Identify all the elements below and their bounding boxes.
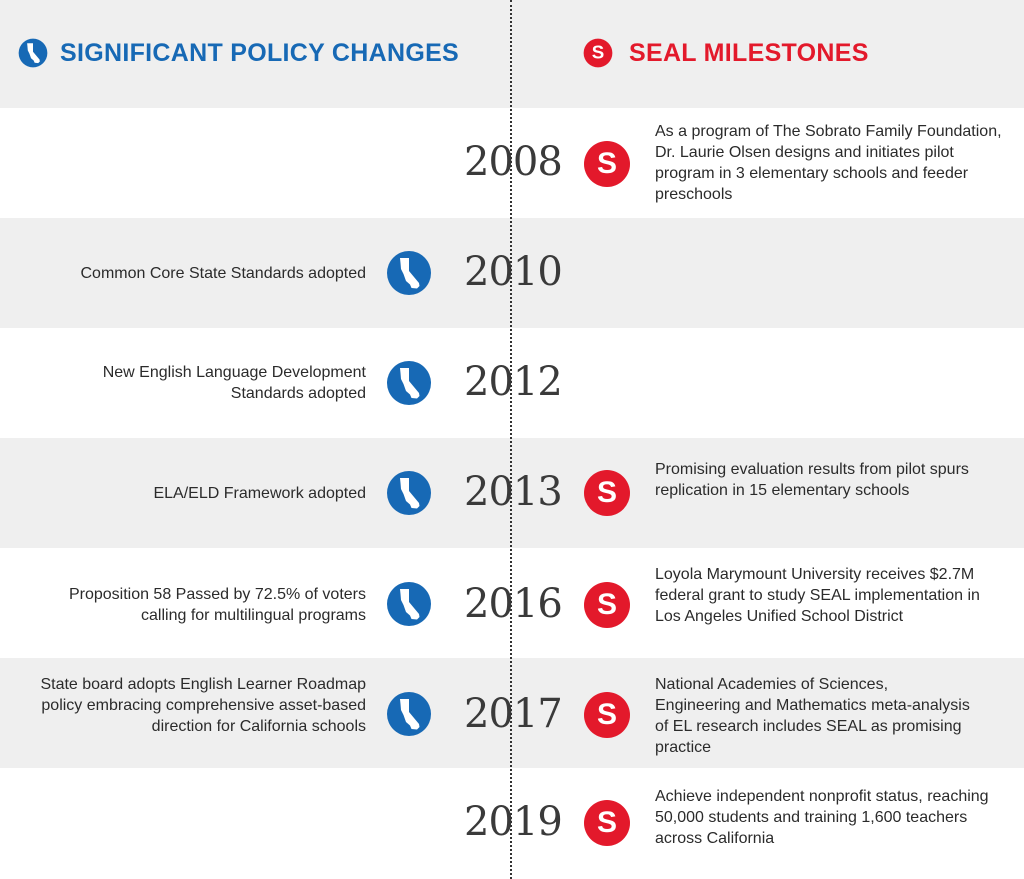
seal-s-logo-icon xyxy=(583,581,631,629)
year-label: 2017 xyxy=(464,691,562,737)
year-label: 2019 xyxy=(464,799,562,845)
california-state-icon xyxy=(386,581,432,627)
seal-s-logo-icon xyxy=(583,691,631,739)
seal-s-logo-icon xyxy=(583,469,631,517)
year-label: 2010 xyxy=(464,249,562,295)
california-state-icon xyxy=(386,691,432,737)
seal-s-logo-icon xyxy=(583,799,631,847)
timeline-divider xyxy=(510,0,512,879)
timeline-row-2010 xyxy=(0,218,1024,328)
policy-change-text: ELA/ELD Framework adopted xyxy=(153,485,366,502)
seal-milestone-text: National Academies of Sciences, Engineering and Mathematics meta-analysis of EL research includes SEAL as promising practice xyxy=(655,676,970,756)
seal-column-header xyxy=(583,38,869,68)
seal-s-logo-icon xyxy=(583,140,631,188)
timeline-row-2019 xyxy=(0,768,1024,879)
seal-milestone-text: Achieve independent nonprofit status, reaching 50,000 students and training 1,600 teachers across California xyxy=(655,788,989,847)
california-state-icon xyxy=(386,470,432,516)
california-state-icon xyxy=(386,250,432,296)
timeline-row-2013 xyxy=(0,438,1024,548)
year-label: 2012 xyxy=(464,359,562,405)
policy-change-text: New English Language Development Standards adopted xyxy=(102,364,366,402)
seal-milestone-text: Loyola Marymount University receives $2.7M federal grant to study SEAL implementation in Los Angeles Unified School District xyxy=(655,566,980,625)
timeline-row-2017 xyxy=(0,658,1024,768)
policy-column-header xyxy=(18,38,459,68)
seal-milestone-text: Promising evaluation results from pilot spurs replication in 15 elementary schools xyxy=(655,461,969,499)
seal-column-title: SEAL MILESTONES xyxy=(629,38,869,67)
header-band xyxy=(0,0,1024,108)
california-state-icon xyxy=(18,38,48,68)
seal-s-logo-icon xyxy=(583,38,613,68)
seal-milestone-text: As a program of The Sobrato Family Foundation, Dr. Laurie Olsen designs and initiates pilot program in 3 elementary schools and feeder preschools xyxy=(655,123,1002,203)
year-label: 2013 xyxy=(464,469,562,515)
policy-change-text: Proposition 58 Passed by 72.5% of voters calling for multilingual programs xyxy=(68,586,366,624)
policy-column-title: SIGNIFICANT POLICY CHANGES xyxy=(60,38,460,67)
timeline-row-2008 xyxy=(0,108,1024,218)
timeline-row-2012 xyxy=(0,328,1024,438)
california-state-icon xyxy=(386,360,432,406)
year-label: 2008 xyxy=(464,139,562,185)
policy-change-text: State board adopts English Learner Roadmap policy embracing comprehensive asset-based direction for California schools xyxy=(40,676,366,735)
timeline-row-2016 xyxy=(0,548,1024,658)
year-label: 2016 xyxy=(464,581,562,627)
policy-change-text: Common Core State Standards adopted xyxy=(80,265,366,282)
